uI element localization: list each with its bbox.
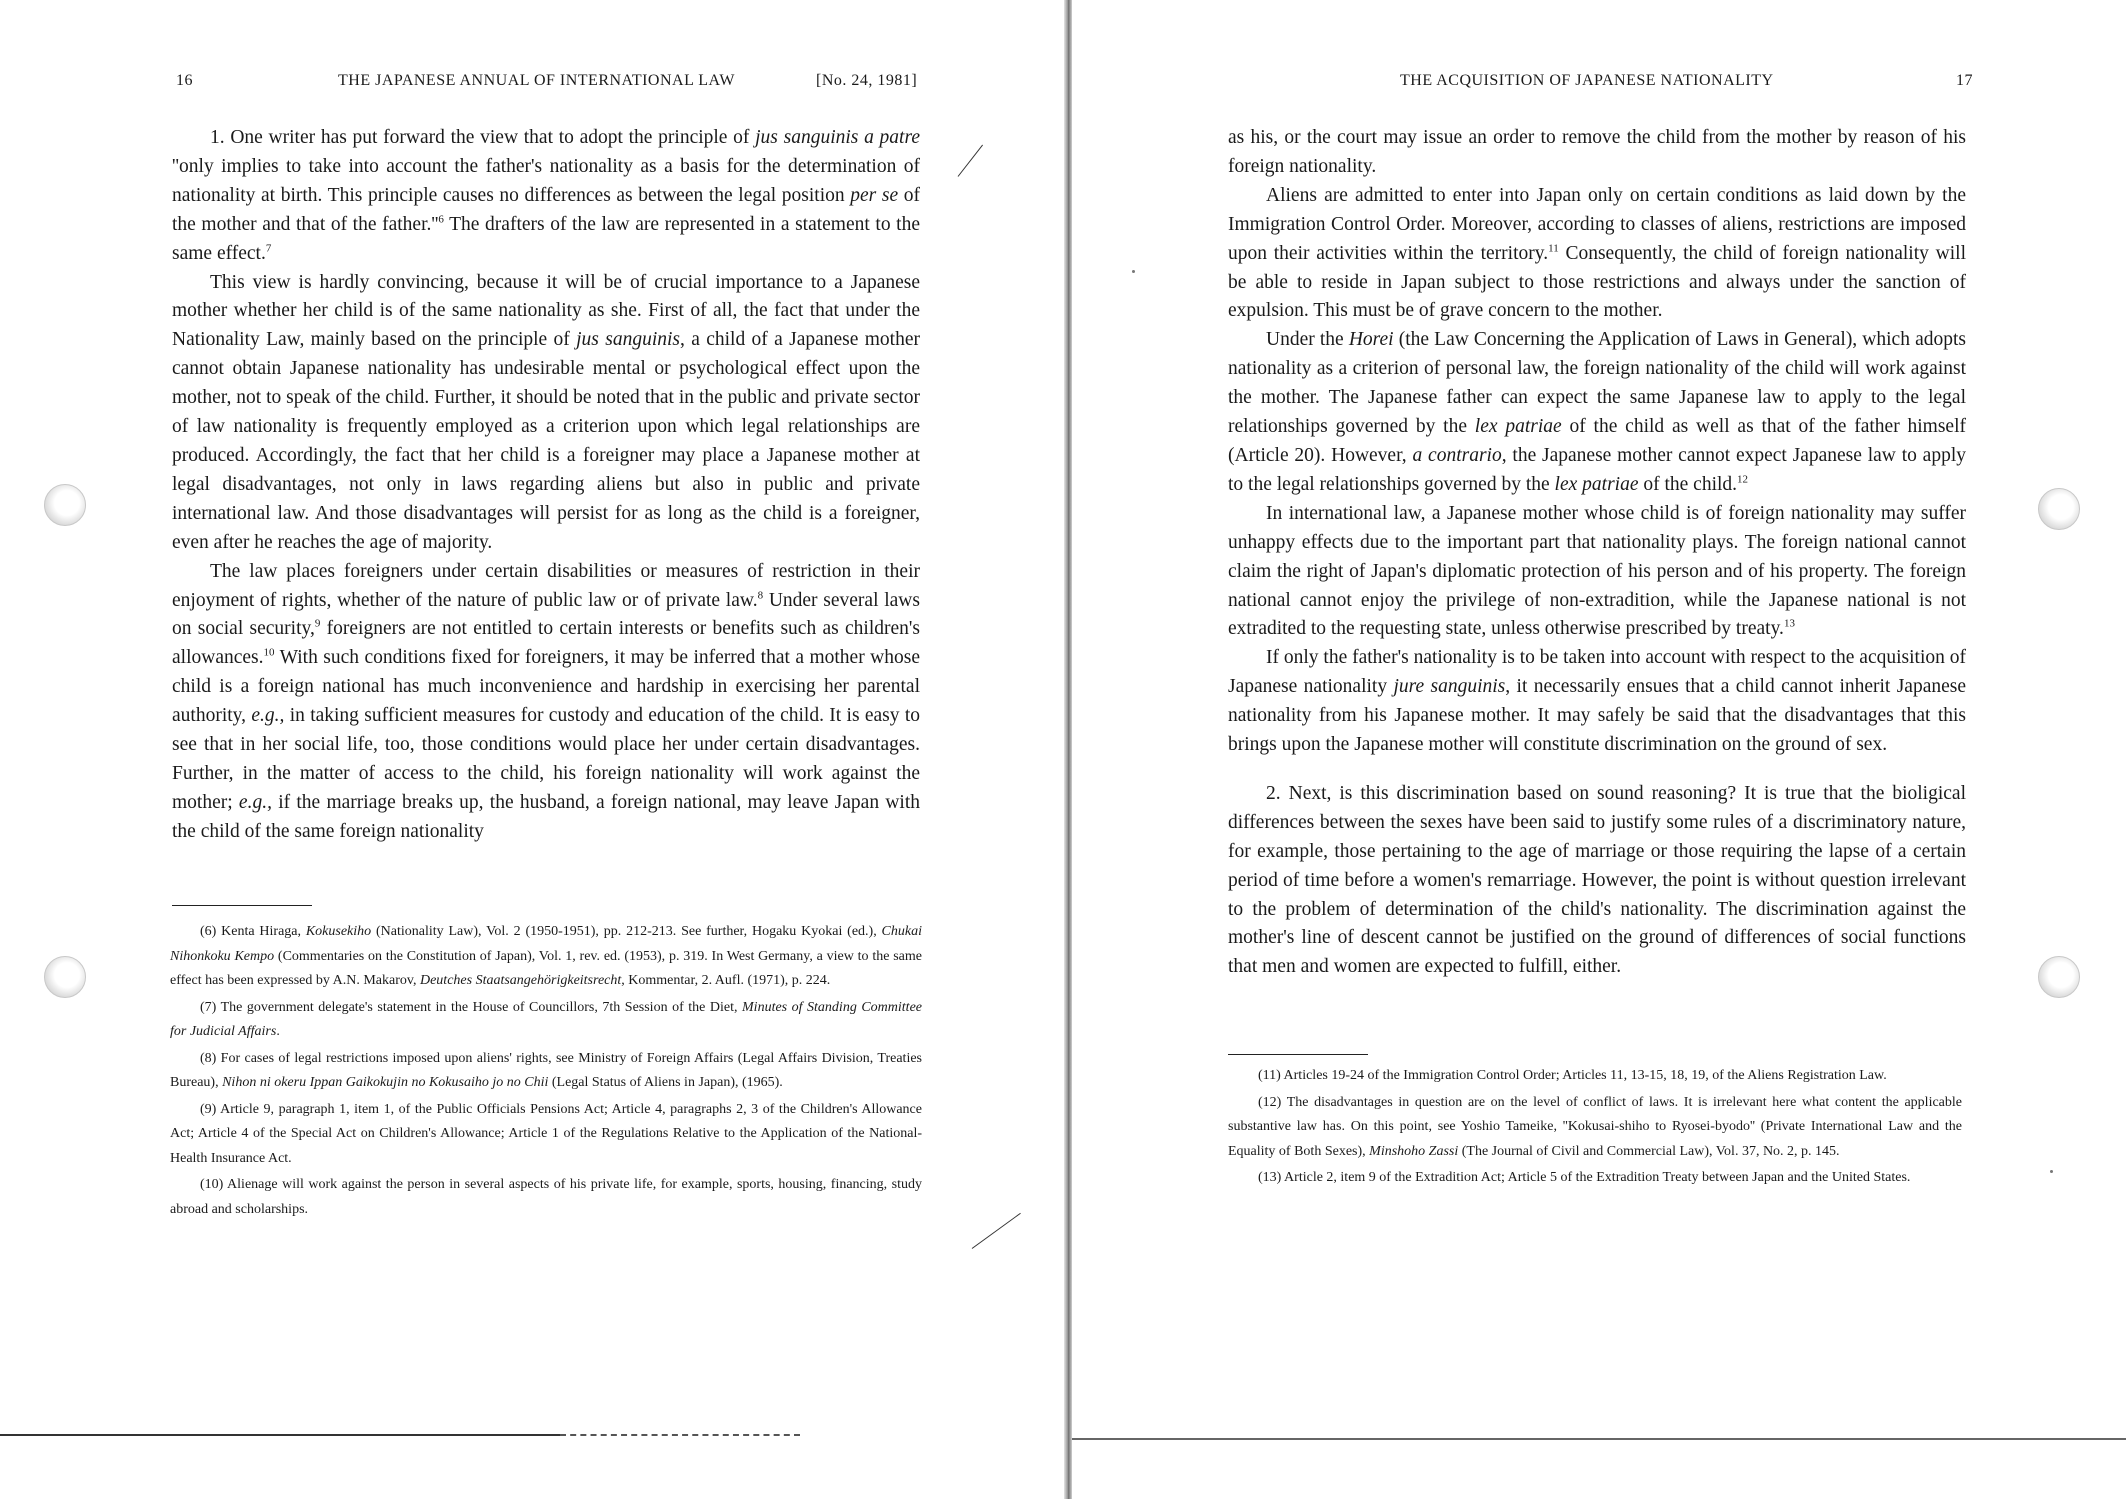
footnote: (6) Kenta Hiraga, Kokusekiho (Nationality Law), Vol. 2 (1950-1951), pp. 212-213. See further, Hogaku Kyokai (ed.), Chukai Nihonkoku Kempo (Commentaries on the Constitution of Japan), Vol. 1, rev. ed. (1953), p. 319. In West Germany, a view to the same effect has been expressed by A.N. Makarov, Deutches Staatsangehörigkeitsrecht, Kommentar, 2. Aufl. (1971), p. 224.: [170, 924, 923, 988]
running-head-left: THE JAPANESE ANNUAL OF INTERNATIONAL LAW: [338, 72, 735, 89]
footnote-rule-left: [172, 905, 312, 906]
issue-label: [No. 24, 1981]: [816, 72, 918, 89]
page-number-right: 17: [1956, 72, 1973, 89]
bottom-edge-dashes-left: [560, 1434, 800, 1436]
margin-pen-mark-bottom: [972, 1213, 1021, 1249]
footnote: (13) Article 2, item 9 of the Extradition Act; Article 5 of the Extradition Treaty between Japan and the United States.: [1258, 1170, 1911, 1185]
scan-speck: [1132, 270, 1135, 273]
body-paragraph: Aliens are admitted to enter into Japan only on certain conditions as laid down by the Immigration Control Order. Moreover, according to classes of aliens, restrictions are imposed upon their activities within the territory.$^{11}$ Consequently, the child of foreign nationality will be able to reside in Japan subject to those restrictions and always under the sanction of expulsion. This must be of grave concern to the mother.: [1228, 184, 1966, 322]
binder-hole-left-bottom: [44, 956, 86, 998]
footnote: (11) Articles 19-24 of the Immigration Control Order; Articles 11, 13-15, 18, 19, of the Aliens Registration Law.: [1258, 1068, 1887, 1083]
body-paragraph: In international law, a Japanese mother whose child is of foreign nationality may suffer unhappy effects due to the important part that nationality plays. The foreign national cannot claim the right of Japan's diplomatic protection of his person and of his property. The foreign national cannot enjoy the privilege of non-extradition, while the Japanese national is not extradited to the requesting state, unless otherwise prescribed by treaty.$^{13}$: [1228, 502, 1966, 640]
bottom-edge-line-left: [0, 1434, 560, 1436]
body-paragraph: If only the father's nationality is to be taken into account with respect to the acquisition of Japanese nationality jure sanguinis, it necessarily ensues that a child cannot inherit Japanese nationality from his Japanese mother. It may safely be said that the disadvantages that this brings upon the Japanese mother will constitute discrimination on the ground of sex.: [1228, 647, 1967, 756]
binder-hole-left-top: [44, 484, 86, 526]
body-paragraph: The law places foreigners under certain disabilities or measures of restriction in their enjoyment of rights, whether of the nature of public law or of private law.$^8$ Under several laws on social security,$^9$ foreigners are not entitled to certain interests or benefits such as children's allowances.$^{10}$ With such conditions fixed for foreigners, it may be inferred that a mother whose child is a foreign national has much inconvenience and hardship in exercising her parental authority, e.g., in taking sufficient measures for custody and education of the child. It is easy to see that in her social life, too, those conditions would place her under certain disadvantages. Further, in the matter of access to the child, his foreign nationality will work against the mother; e.g., if the marriage breaks up, the husband, a foreign national, may leave Japan with the child of the same foreign nationality: [172, 560, 921, 842]
right-page: [1072, 0, 2126, 1499]
bottom-edge-line-right: [1072, 1438, 2126, 1440]
body-paragraph: 1. One writer has put forward the view that to adopt the principle of jus sanguinis a patre ''only implies to take into account the father's nationality as a basis for the determination of nationality at birth. This principle causes no differences as between the legal position per se of the mother and that of the $father.''^6$ The drafters of the law are represented in a statement to the same effect.$^7$: [172, 127, 920, 264]
binder-hole-right-top: [2038, 488, 2080, 530]
page-number-left: 16: [176, 72, 193, 89]
margin-pen-mark-top: [958, 145, 983, 177]
footnote: (10) Alienage will work against the person in several aspects of his private life, for example, sports, housing, financing, study abroad and scholarships.: [170, 1177, 922, 1217]
running-head-right: THE ACQUISITION OF JAPANESE NATIONALITY: [1400, 72, 1774, 89]
binder-hole-right-bottom: [2038, 956, 2080, 998]
body-paragraph: as his, or the court may issue an order to remove the child from the mother by reason of his foreign nationality.: [1228, 127, 1966, 177]
scan-speck: [2050, 1170, 2053, 1173]
footnote: (9) Article 9, paragraph 1, item 1, of the Public Officials Pensions Act; Article 4, paragraphs 2, 3 of the Children's Allowance Act; Article 4 of the Special Act on Children's Allowance; Article 1 of the Regulations Relative to the Application of the National-Health Insurance Act.: [170, 1101, 922, 1166]
footnote: (8) For cases of legal restrictions imposed upon aliens' rights, see Ministry of Foreign Affairs (Legal Affairs Division, Treaties Bureau), Nihon ni okeru Ippan Gaikokujin no Kokusaiho jo no Chii (Legal Status of Aliens in Japan), (1965).: [170, 1050, 922, 1090]
footnote-rule-right: [1228, 1054, 1368, 1055]
right-footnotes: [1228, 1064, 1962, 1193]
footnote: (12) The disadvantages in question are on the level of conflict of laws. It is irrelevant here what content the applicable substantive law has. On this point, see Yoshio Tameike, ''Kokusai-shiho to Ryosei-byodo'' (Private International Law and the Equality of Both Sexes), Minshoho Zassi (The Journal of Civil and Commercial Law), Vol. 37, No. 2, p. 145.: [1228, 1094, 1962, 1159]
right-body-text: [1228, 124, 1966, 982]
body-paragraph: Under the Horei (the Law Concerning the Application of Laws in General), which adopts nationality as a criterion of personal law, the foreign nationality of the child will work against the mother. The Japanese father can expect the same Japanese law to apply to the legal relationships governed by the lex patriae of the child as well as that of the father himself (Article 20). However, a contrario, the Japanese mother cannot expect Japanese law to apply to the legal relationships governed by the lex patriae of the child.$^{12}$: [1228, 329, 1967, 495]
left-body-text: [172, 124, 920, 847]
body-paragraph: This view is hardly convincing, because it will be of crucial importance to a Japanese mother whether her child is of the same nationality as she. First of all, the fact that under the Nationality Law, mainly based on the principle of jus sanguinis, a child of a Japanese mother cannot obtain Japanese nationality has undesirable mental or psychological effect upon the mother, not to speak of the child. Further, it should be noted that in the public and private sector of law nationality is frequently employed as a criterion upon which legal relationships are produced. Accordingly, the fact that her child is a foreigner may place a Japanese mother at legal disadvantages, not only in laws regarding aliens but also in public and private international law. And those disadvantages will persist for as long as the child is a foreigner, even after he reaches the age of majority.: [172, 271, 920, 553]
book-spine: [1064, 0, 1072, 1499]
body-paragraph: 2. Next, is this discrimination based on sound reasoning? It is true that the bioligical differences between the sexes have been said to justify some rules of a discriminatory nature, for example, those pertaining to the age of marriage or those requiring the lapse of a certain period of time before a women's remarriage. However, the point is without question irrelevant to the problem of determination of the child's nationality. The discrimination against the mother's line of descent cannot be justified on the ground of differences of social functions that men and women are expected to fulfill, either.: [1228, 782, 1966, 978]
left-footnotes: [170, 920, 922, 1224]
footnote: (7) The government delegate's statement in the House of Councillors, 7th Session of the Diet, Minutes of Standing Committee for Judicial Affairs.: [170, 999, 922, 1039]
